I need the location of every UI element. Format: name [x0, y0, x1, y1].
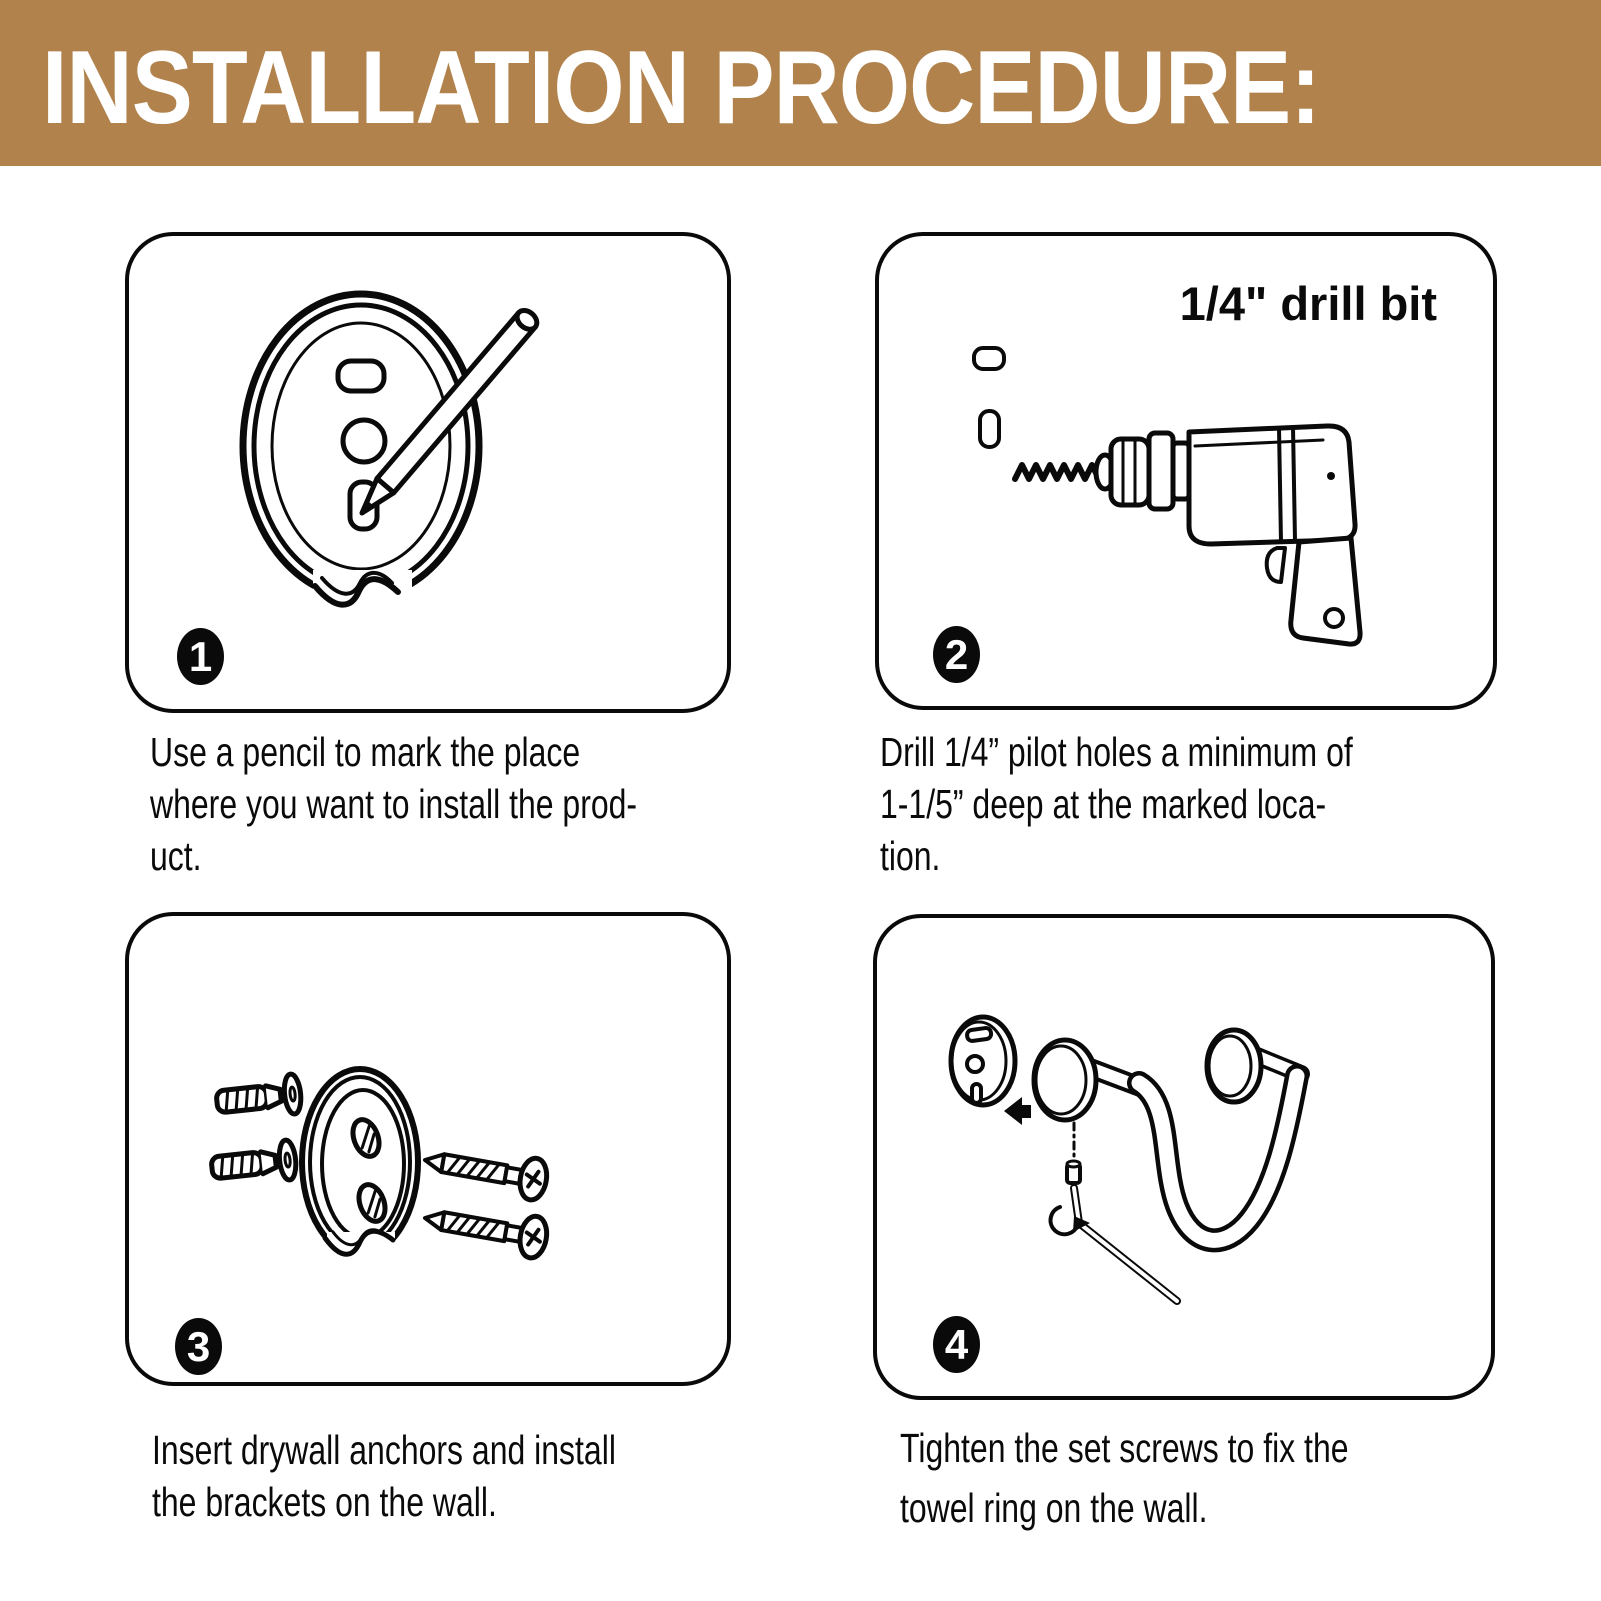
mounting-screw-icon: [421, 1139, 549, 1202]
plate-top-slot: [338, 361, 384, 391]
step-number-badge: 4: [933, 1316, 980, 1373]
caption-line: 1-1/5” deep at the marked loca-: [880, 781, 1327, 827]
step-2-panel: [875, 232, 1497, 710]
step-number-badge: 3: [175, 1318, 222, 1375]
drill-handle: [1291, 538, 1360, 644]
hex-key: [1074, 1188, 1177, 1301]
step-3-panel: [125, 912, 731, 1386]
caption-line: uct.: [150, 833, 202, 879]
drill-bit-size-label: 1/4" drill bit: [1179, 277, 1437, 330]
bracket-plate-drawing: [302, 1069, 418, 1276]
caption-line: towel ring on the wall.: [900, 1485, 1208, 1531]
drill-icon: [1015, 426, 1360, 644]
left-arrow-icon: [1004, 1097, 1031, 1125]
caption-line: the brackets on the wall.: [152, 1479, 497, 1525]
caption-line: Insert drywall anchors and install: [152, 1427, 616, 1473]
mounting-screw-icon: [421, 1197, 549, 1260]
wall-marks-drawing: [974, 348, 1004, 447]
bracket-cap-drawing: [951, 1017, 1015, 1105]
plate-center-hole: [343, 420, 385, 462]
caption-line: Use a pencil to mark the place: [150, 729, 581, 775]
header-banner: [0, 0, 1601, 166]
step-number-badge: 2: [933, 626, 980, 683]
caption-line: tion.: [880, 833, 941, 879]
drywall-anchor-icon: [210, 1139, 298, 1188]
page-title: INSTALLATION PROCEDURE:: [42, 29, 1320, 146]
caption-line: Drill 1/4” pilot holes a minimum of: [880, 729, 1353, 775]
mounting-plate-drawing: [243, 294, 479, 622]
step-4-panel: [873, 914, 1495, 1400]
drill-trigger: [1267, 548, 1285, 582]
step-4-caption: [900, 1418, 1349, 1538]
step-1-panel: [125, 232, 731, 713]
caption-line: Tighten the set screws to fix the: [900, 1425, 1349, 1471]
caption-line: where you want to install the prod-: [150, 781, 638, 827]
drywall-anchor-icon: [215, 1073, 303, 1122]
right-flange: [1207, 1030, 1261, 1102]
drill-bit-spiral: [1015, 465, 1099, 479]
step-2-caption: [880, 726, 1353, 882]
step-3-caption: [152, 1424, 616, 1528]
anchors-bracket-screws-illustration: [129, 916, 727, 1382]
step-1-caption: [150, 726, 637, 882]
step-number-badge: 1: [177, 628, 224, 685]
